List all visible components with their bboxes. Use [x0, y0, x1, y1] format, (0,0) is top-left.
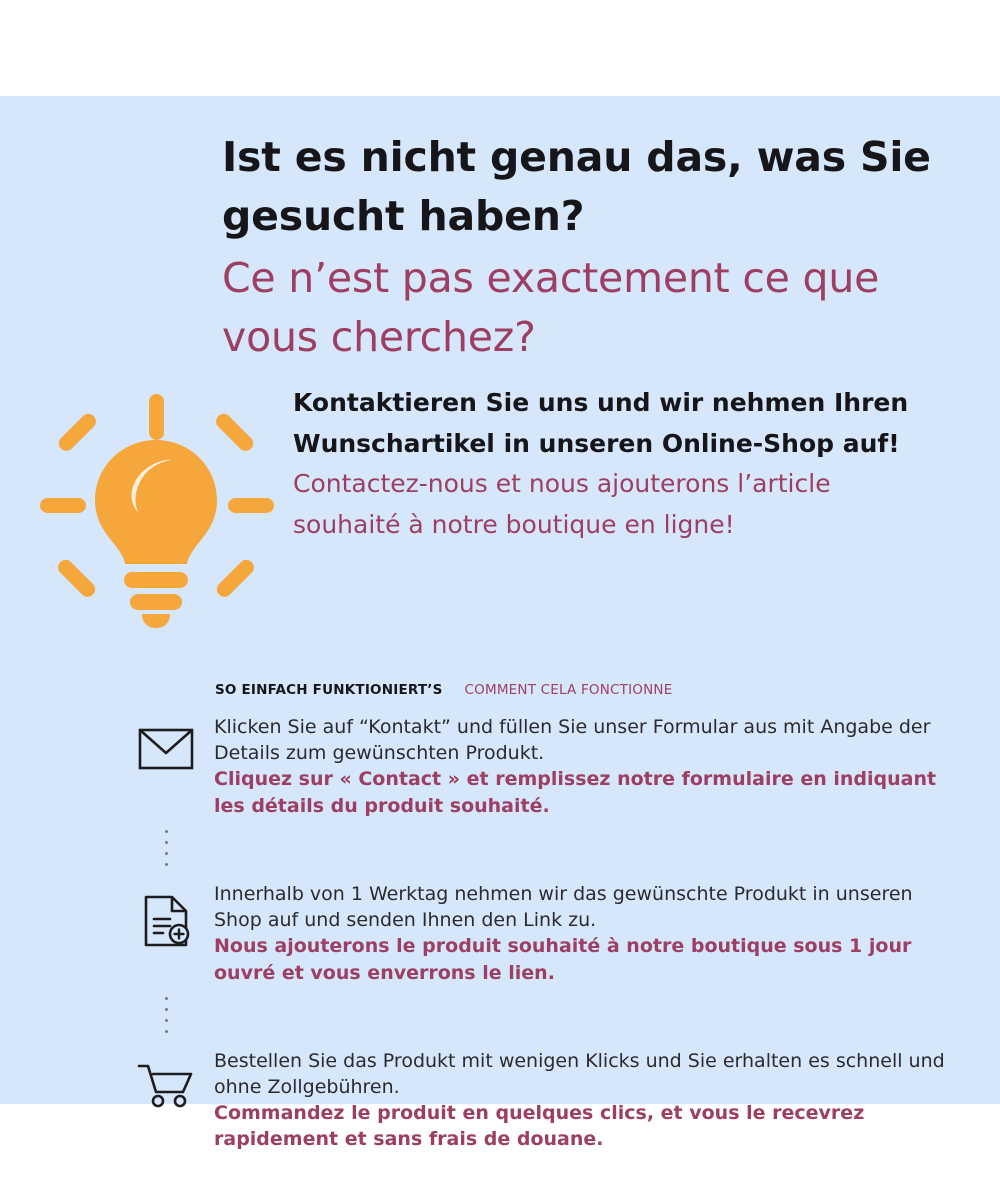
- step-item: [118, 877, 948, 986]
- step-connector: [118, 819, 214, 877]
- headline-block: [222, 128, 952, 368]
- howto-label-row: [215, 682, 672, 698]
- step-french: Commandez le produit en quelques clics, et vous le recevrez rapidement et sans frais de douane.: [214, 1102, 865, 1151]
- step-german: Klicken Sie auf “Kontakt” und füllen Sie unser Formular aus mit Angabe der Details zum gewünschten Produkt.: [214, 716, 931, 765]
- step-item: [118, 1044, 948, 1153]
- shopping-cart-icon: [118, 1044, 214, 1114]
- intro-french: Contactez-nous et nous ajouterons l’article souhaité à notre boutique en ligne!: [293, 469, 831, 539]
- step-item: [118, 710, 948, 819]
- steps-list: [118, 710, 948, 1153]
- document-add-icon: [118, 877, 214, 947]
- step-connector: [118, 986, 214, 1044]
- step-text: [214, 877, 948, 986]
- headline-german: Ist es nicht genau das, was Sie gesucht haben?: [222, 133, 931, 241]
- howto-label-german: SO EINFACH FUNKTIONIERT’S: [215, 682, 443, 698]
- envelope-icon: [118, 710, 214, 780]
- lightbulb-icon: [36, 382, 276, 632]
- step-french: Cliquez sur « Contact » et remplissez notre formulaire en indiquant les détails du produit souhaité.: [214, 768, 937, 817]
- howto-label-french: COMMENT CELA FONCTIONNE: [464, 682, 673, 698]
- headline-french: Ce n’est pas exactement ce que vous cherchez?: [222, 253, 880, 362]
- intro-block: [293, 383, 913, 545]
- step-text: [214, 710, 948, 819]
- step-german: Bestellen Sie das Produkt mit wenigen Klicks und Sie erhalten es schnell und ohne Zollgebühren.: [214, 1049, 945, 1098]
- step-text: [214, 1044, 948, 1153]
- step-french: Nous ajouterons le produit souhaité à notre boutique sous 1 jour ouvré et vous enverrons le lien.: [214, 935, 912, 984]
- step-german: Innerhalb von 1 Werktag nehmen wir das gewünschte Produkt in unseren Shop auf und senden Ihnen den Link zu.: [214, 882, 913, 932]
- intro-german: Kontaktieren Sie uns und wir nehmen Ihren Wunschartikel in unseren Online-Shop auf!: [293, 388, 909, 458]
